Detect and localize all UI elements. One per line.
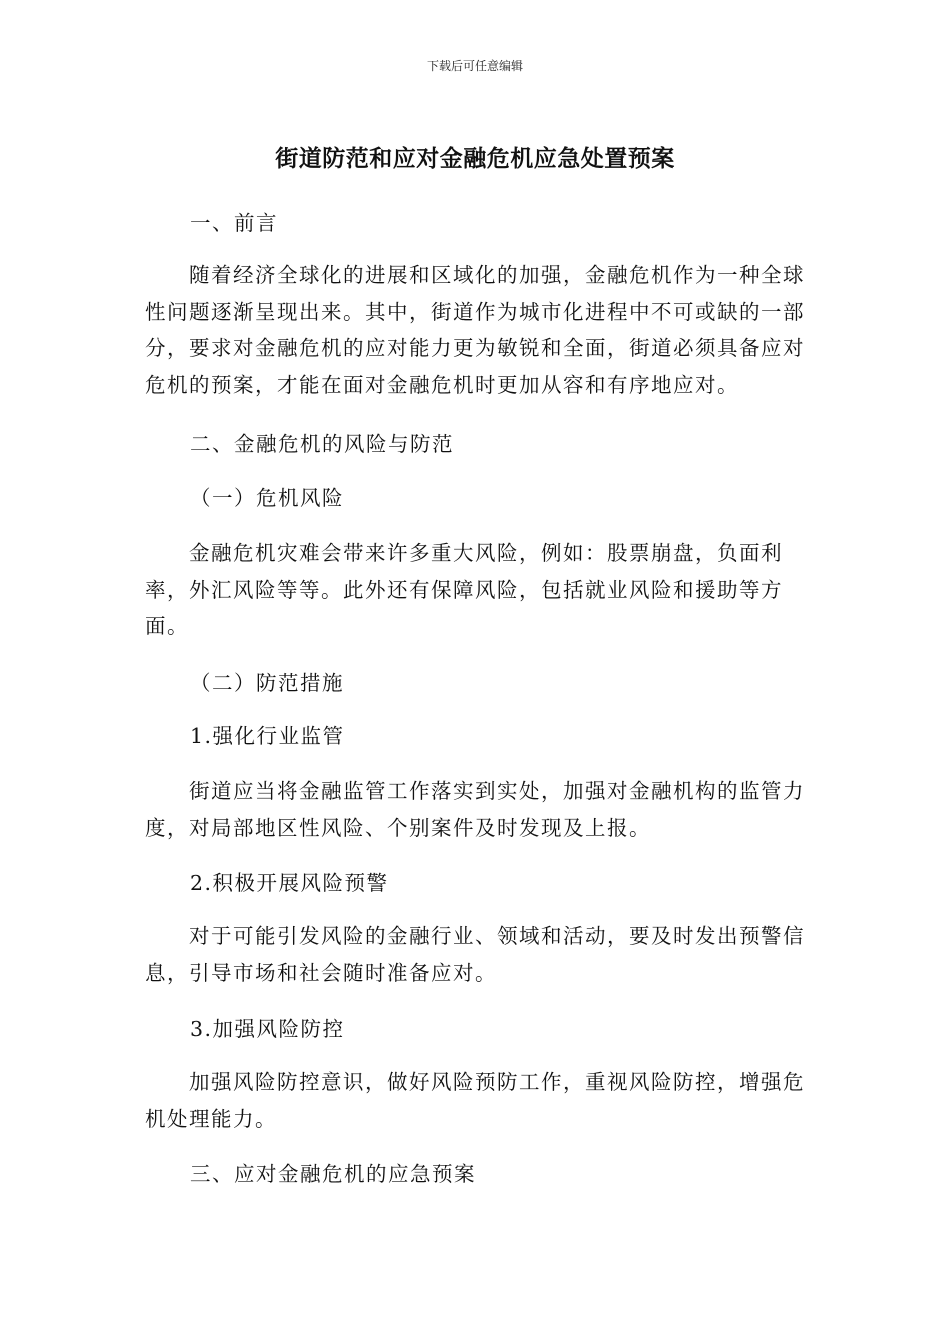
- section-2-sub1-heading: （一）危机风险: [190, 486, 344, 510]
- measure-2-heading: 2.积极开展风险预警: [190, 871, 389, 895]
- section-2-sub1-paragraph: 金融危机灾难会带来许多重大风险，例如：股票崩盘，负面利率，外汇风险等等。此外还有保障风险，包括就业风险和援助等方面。: [145, 541, 783, 638]
- section-3-heading: 三、应对金融危机的应急预案: [190, 1162, 476, 1186]
- measure-3-heading: 3.加强风险防控: [190, 1017, 345, 1041]
- measure-3-paragraph: 加强风险防控意识，做好风险预防工作，重视风险防控，增强危机处理能力。: [145, 1070, 805, 1131]
- measure-2-paragraph: 对于可能引发风险的金融行业、领域和活动，要及时发出预警信息，引导市场和社会随时准备应对。: [145, 924, 805, 985]
- measure-1-heading: 1.强化行业监管: [190, 724, 345, 748]
- section-2-sub2-heading: （二）防范措施: [190, 671, 344, 695]
- document-title: 街道防范和应对金融危机应急处置预案: [275, 146, 675, 172]
- header-note: 下载后可任意编辑: [426, 59, 523, 73]
- section-1-paragraph: 随着经济全球化的进展和区域化的加强，金融危机作为一种全球性问题逐渐呈现出来。其中，街道作为城市化进程中不可或缺的一部分，要求对金融危机的应对能力更为敏锐和全面，街道必须具备应对危机的预案，才能在面对金融危机时更加从容和有序地应对。: [145, 263, 805, 397]
- section-1-heading: 一、前言: [190, 211, 278, 235]
- measure-1-paragraph: 街道应当将金融监管工作落实到实处，加强对金融机构的监管力度，对局部地区性风险、个别案件及时发现及上报。: [145, 779, 805, 840]
- section-2-heading: 二、金融危机的风险与防范: [190, 432, 454, 456]
